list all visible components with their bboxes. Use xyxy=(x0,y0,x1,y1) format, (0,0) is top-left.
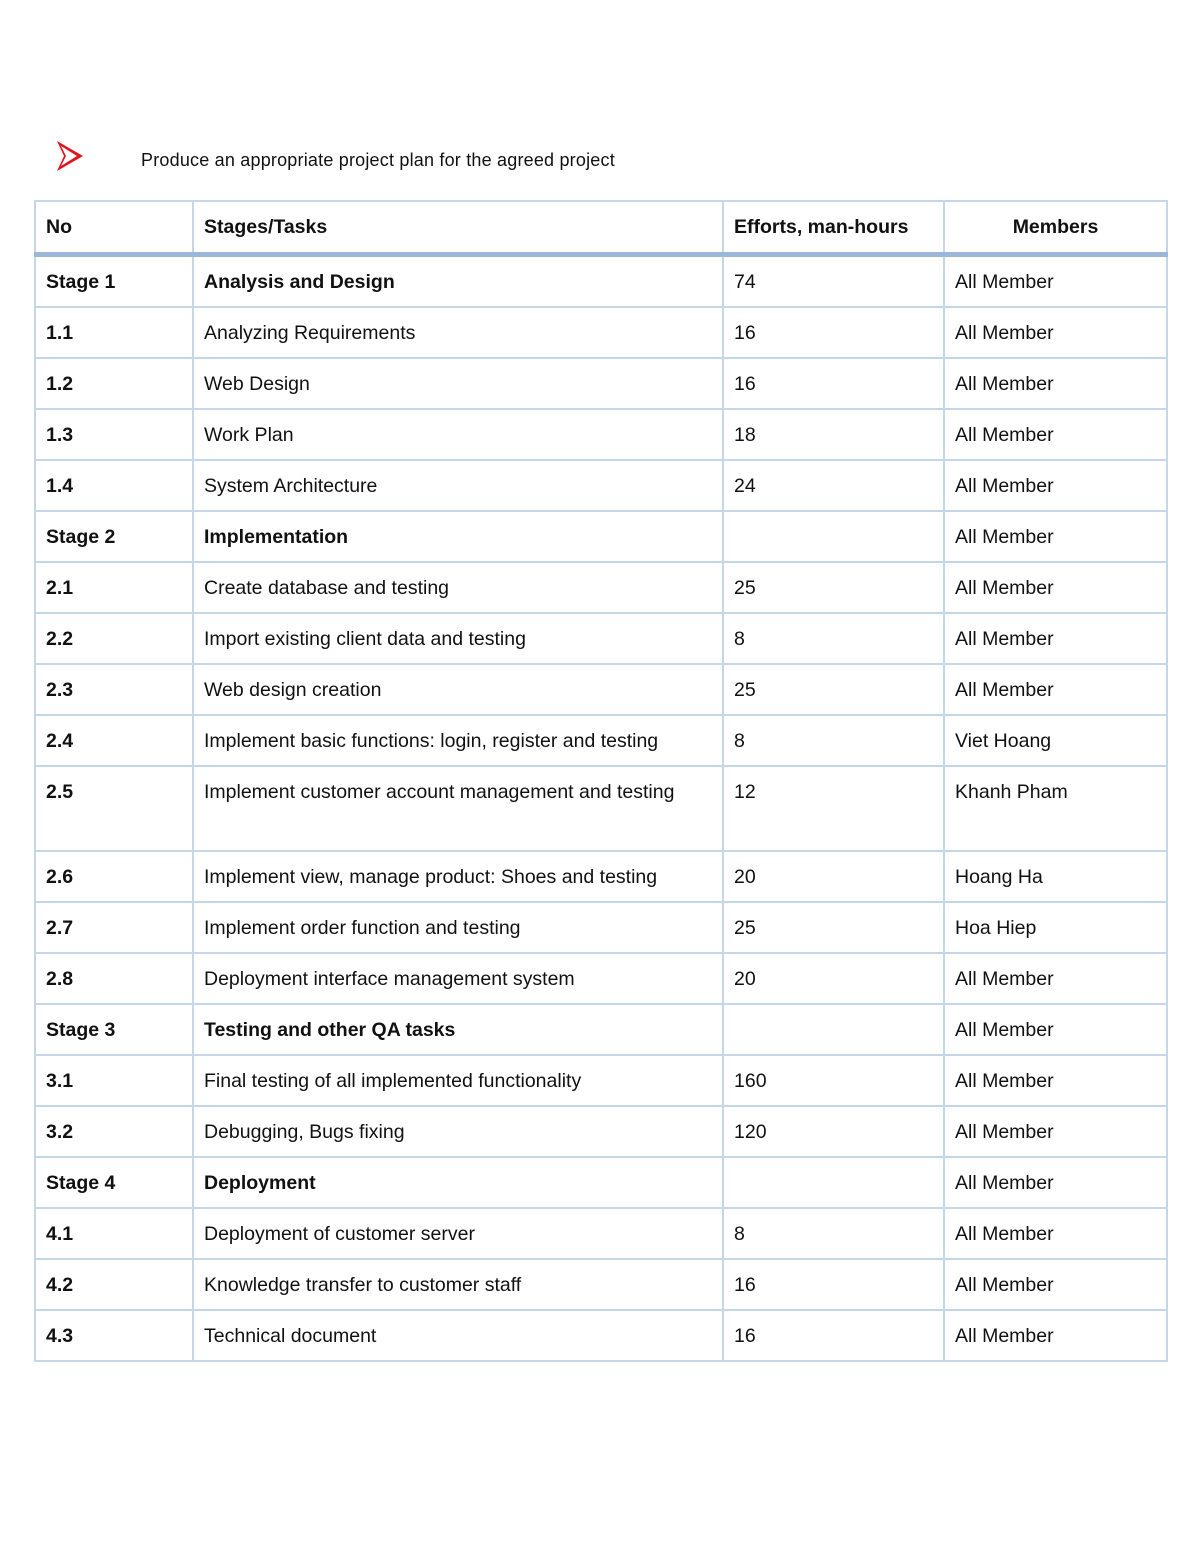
row-no: 2.8 xyxy=(35,953,193,1004)
header-effort: Efforts, man-hours xyxy=(723,201,944,255)
row-no: Stage 3 xyxy=(35,1004,193,1055)
row-no: 4.1 xyxy=(35,1208,193,1259)
row-members: All Member xyxy=(944,409,1167,460)
row-task: Testing and other QA tasks xyxy=(193,1004,723,1055)
arrow-bullet-icon xyxy=(56,140,84,172)
row-effort: 8 xyxy=(723,1208,944,1259)
row-effort: 16 xyxy=(723,358,944,409)
table-row xyxy=(35,1157,1167,1208)
row-task: Deployment of customer server xyxy=(193,1208,723,1259)
header-no: No xyxy=(35,201,193,255)
table-row xyxy=(35,358,1167,409)
row-no: 2.3 xyxy=(35,664,193,715)
row-members: All Member xyxy=(944,358,1167,409)
row-effort: 20 xyxy=(723,851,944,902)
row-effort: 24 xyxy=(723,460,944,511)
row-task: Debugging, Bugs fixing xyxy=(193,1106,723,1157)
row-members: All Member xyxy=(944,664,1167,715)
row-task: Analysis and Design xyxy=(193,255,723,308)
row-effort xyxy=(723,1004,944,1055)
row-effort: 16 xyxy=(723,1310,944,1361)
project-plan-table xyxy=(34,200,1168,1362)
table-row xyxy=(35,1310,1167,1361)
row-no: 2.7 xyxy=(35,902,193,953)
row-effort: 120 xyxy=(723,1106,944,1157)
table-row xyxy=(35,409,1167,460)
table-row xyxy=(35,1259,1167,1310)
row-members: Hoa Hiep xyxy=(944,902,1167,953)
row-effort: 25 xyxy=(723,902,944,953)
row-no: 2.4 xyxy=(35,715,193,766)
section-heading xyxy=(56,138,956,182)
row-no: 4.3 xyxy=(35,1310,193,1361)
row-effort: 8 xyxy=(723,715,944,766)
row-members: All Member xyxy=(944,460,1167,511)
row-members: All Member xyxy=(944,1259,1167,1310)
row-task: Work Plan xyxy=(193,409,723,460)
table-row xyxy=(35,307,1167,358)
row-effort: 74 xyxy=(723,255,944,308)
row-task: Web design creation xyxy=(193,664,723,715)
table-row xyxy=(35,1208,1167,1259)
row-no: 2.1 xyxy=(35,562,193,613)
table-row xyxy=(35,511,1167,562)
row-members: All Member xyxy=(944,1157,1167,1208)
row-members: All Member xyxy=(944,255,1167,308)
table-row xyxy=(35,562,1167,613)
row-task: Technical document xyxy=(193,1310,723,1361)
row-no: 1.2 xyxy=(35,358,193,409)
row-task: Implement order function and testing xyxy=(193,902,723,953)
row-task: Analyzing Requirements xyxy=(193,307,723,358)
row-members: All Member xyxy=(944,307,1167,358)
row-no: 2.5 xyxy=(35,766,193,851)
heading-text: Produce an appropriate project plan for the agreed project xyxy=(141,150,615,170)
row-effort xyxy=(723,511,944,562)
row-no: Stage 2 xyxy=(35,511,193,562)
row-members: All Member xyxy=(944,1004,1167,1055)
row-task: Implement basic functions: login, register and testing xyxy=(193,715,723,766)
table-row xyxy=(35,664,1167,715)
row-members: All Member xyxy=(944,1208,1167,1259)
row-task: Deployment xyxy=(193,1157,723,1208)
row-members: All Member xyxy=(944,511,1167,562)
row-no: 1.3 xyxy=(35,409,193,460)
row-task: Implement customer account management and testing xyxy=(193,766,723,851)
header-row xyxy=(35,201,1167,255)
row-members: Viet Hoang xyxy=(944,715,1167,766)
table-row xyxy=(35,255,1167,308)
table-row xyxy=(35,460,1167,511)
row-members: All Member xyxy=(944,1310,1167,1361)
row-task: Create database and testing xyxy=(193,562,723,613)
row-task: Implement view, manage product: Shoes and testing xyxy=(193,851,723,902)
row-no: Stage 4 xyxy=(35,1157,193,1208)
row-no: Stage 1 xyxy=(35,255,193,308)
row-effort: 25 xyxy=(723,664,944,715)
row-effort: 16 xyxy=(723,307,944,358)
row-task: Import existing client data and testing xyxy=(193,613,723,664)
row-task: Final testing of all implemented functionality xyxy=(193,1055,723,1106)
table-row xyxy=(35,1004,1167,1055)
header-members: Members xyxy=(944,201,1167,255)
row-effort: 18 xyxy=(723,409,944,460)
table-row xyxy=(35,1106,1167,1157)
table-row xyxy=(35,1055,1167,1106)
row-no: 2.2 xyxy=(35,613,193,664)
row-task: Deployment interface management system xyxy=(193,953,723,1004)
row-task: Implementation xyxy=(193,511,723,562)
row-members: All Member xyxy=(944,562,1167,613)
row-task: Knowledge transfer to customer staff xyxy=(193,1259,723,1310)
row-task: System Architecture xyxy=(193,460,723,511)
row-no: 1.1 xyxy=(35,307,193,358)
row-members: All Member xyxy=(944,1055,1167,1106)
row-effort: 12 xyxy=(723,766,944,851)
table-row xyxy=(35,851,1167,902)
row-task: Web Design xyxy=(193,358,723,409)
row-no: 3.1 xyxy=(35,1055,193,1106)
row-no: 1.4 xyxy=(35,460,193,511)
table-row xyxy=(35,715,1167,766)
row-members: Khanh Pham xyxy=(944,766,1167,851)
row-no: 3.2 xyxy=(35,1106,193,1157)
row-effort: 8 xyxy=(723,613,944,664)
row-no: 2.6 xyxy=(35,851,193,902)
row-members: Hoang Ha xyxy=(944,851,1167,902)
row-effort xyxy=(723,1157,944,1208)
row-members: All Member xyxy=(944,613,1167,664)
row-members: All Member xyxy=(944,1106,1167,1157)
row-members: All Member xyxy=(944,953,1167,1004)
row-effort: 16 xyxy=(723,1259,944,1310)
table-row xyxy=(35,766,1167,851)
row-effort: 160 xyxy=(723,1055,944,1106)
row-no: 4.2 xyxy=(35,1259,193,1310)
table-row xyxy=(35,613,1167,664)
row-effort: 20 xyxy=(723,953,944,1004)
header-task: Stages/Tasks xyxy=(193,201,723,255)
table-row xyxy=(35,902,1167,953)
row-effort: 25 xyxy=(723,562,944,613)
table-row xyxy=(35,953,1167,1004)
